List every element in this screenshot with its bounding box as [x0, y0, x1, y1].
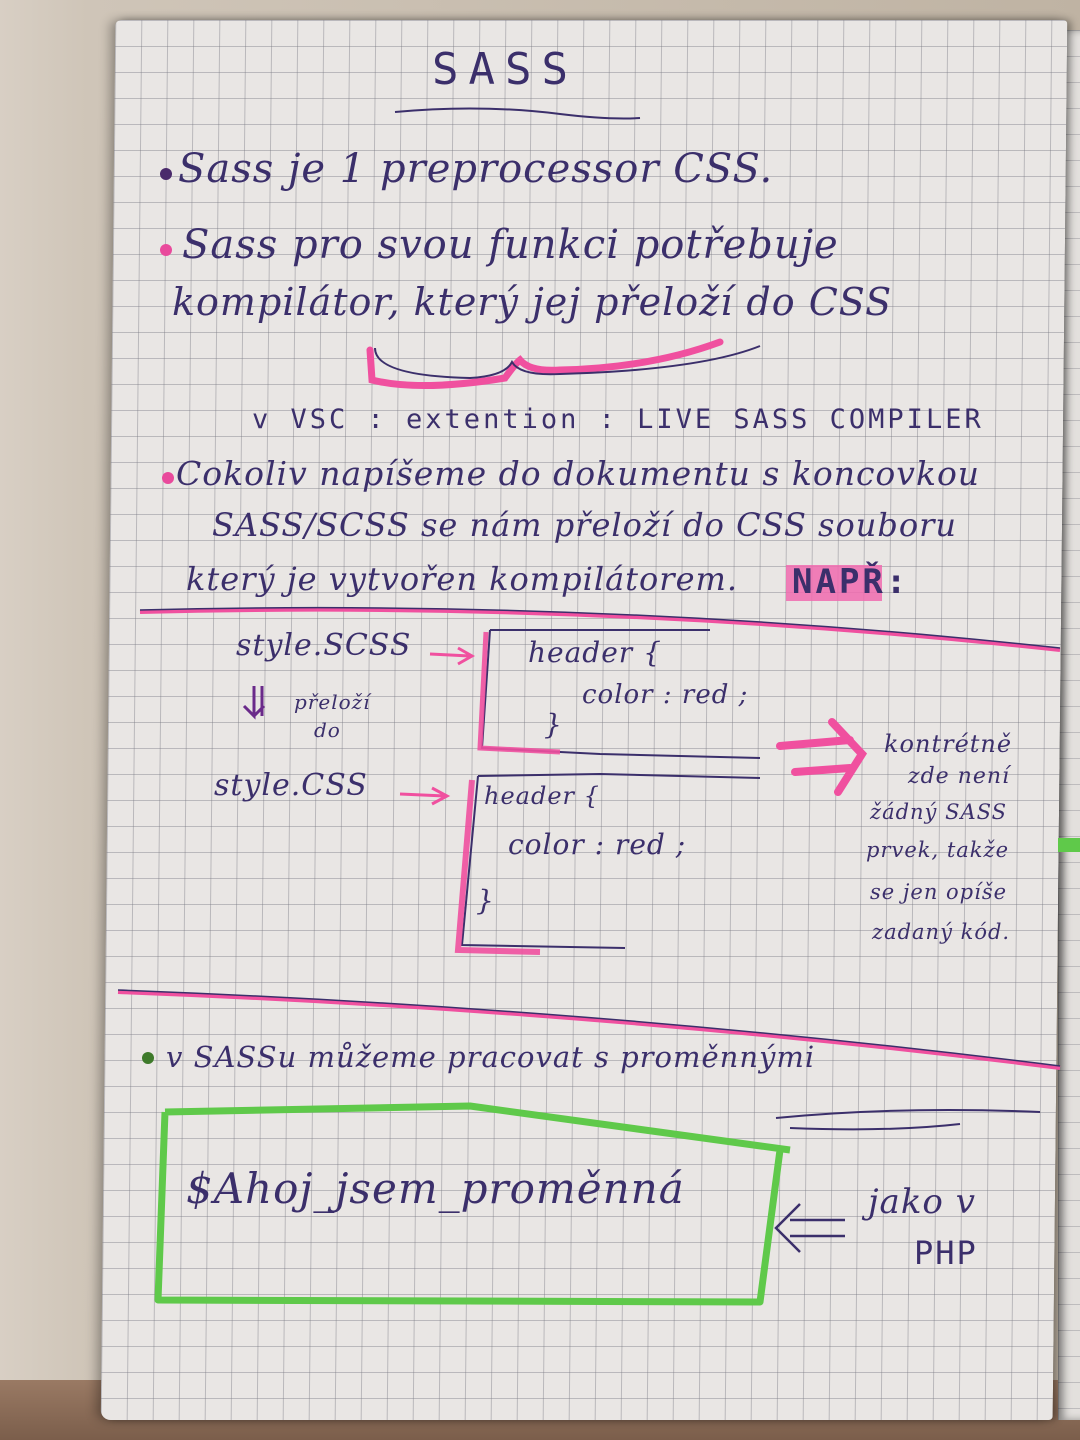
bullet-4 [142, 1052, 154, 1064]
note-line-4: prvek, takže [866, 838, 1010, 862]
text-line-4: v SASSu můžeme pracovat s proměnnými [166, 1040, 816, 1074]
text-line-3c: který je vytvořen kompilátorem. [186, 560, 739, 598]
extension-line: v VSC : extention : LIVE SASS COMPILER [252, 404, 984, 435]
file-scss: style.SCSS [236, 628, 412, 663]
text-line-3b: SASS/SCSS se nám přeloží do CSS souboru [212, 506, 957, 544]
prelozi-label: přeloží [294, 690, 371, 714]
bullet-2 [160, 244, 172, 256]
scss-code-line-1: header { [528, 636, 662, 669]
note-line-5: se jen opíše [870, 880, 1008, 904]
text-line-1: Sass je 1 preprocessor CSS. [178, 146, 774, 192]
bullet-3 [162, 472, 174, 484]
bullet-1 [160, 168, 172, 180]
variables-underline [776, 1110, 1040, 1129]
text-line-2a: Sass pro svou funkci potřebuje [182, 222, 839, 268]
css-code-line-1: header { [484, 782, 600, 810]
css-code-line-2: color : red ; [508, 828, 687, 861]
page-title: SASS [432, 44, 578, 95]
css-code-line-3: } [476, 884, 495, 917]
title-underline [395, 108, 640, 118]
scss-code-line-3: } [544, 708, 563, 741]
arrow-php [776, 1204, 845, 1252]
arrow-css [400, 788, 447, 804]
variable-example: $Ahoj_jsem_proměnná [186, 1164, 685, 1213]
scss-code-line-2: color : red ; [582, 680, 749, 710]
napr-label: NAPŘ: [792, 562, 910, 602]
note-line-6: zadaný kód. [872, 920, 1011, 944]
pink-brace [370, 342, 720, 386]
note-line-1: kontrétně [884, 730, 1013, 758]
text-line-2b: kompilátor, který jej přeloží do CSS [172, 280, 893, 324]
note-line-3: žádný SASS [870, 800, 1008, 824]
arrow-scss [430, 648, 472, 664]
php-label: PHP [914, 1234, 978, 1272]
note-line-2: zde není [908, 764, 1011, 789]
jako-label: jako v [868, 1182, 976, 1222]
do-label: do [314, 718, 341, 742]
down-arrow [244, 686, 264, 716]
file-css: style.CSS [214, 768, 368, 803]
double-arrow [780, 722, 862, 792]
text-line-3a: Cokoliv napíšeme do dokumentu s koncovkou [176, 454, 981, 493]
margin-mark [1058, 838, 1080, 852]
